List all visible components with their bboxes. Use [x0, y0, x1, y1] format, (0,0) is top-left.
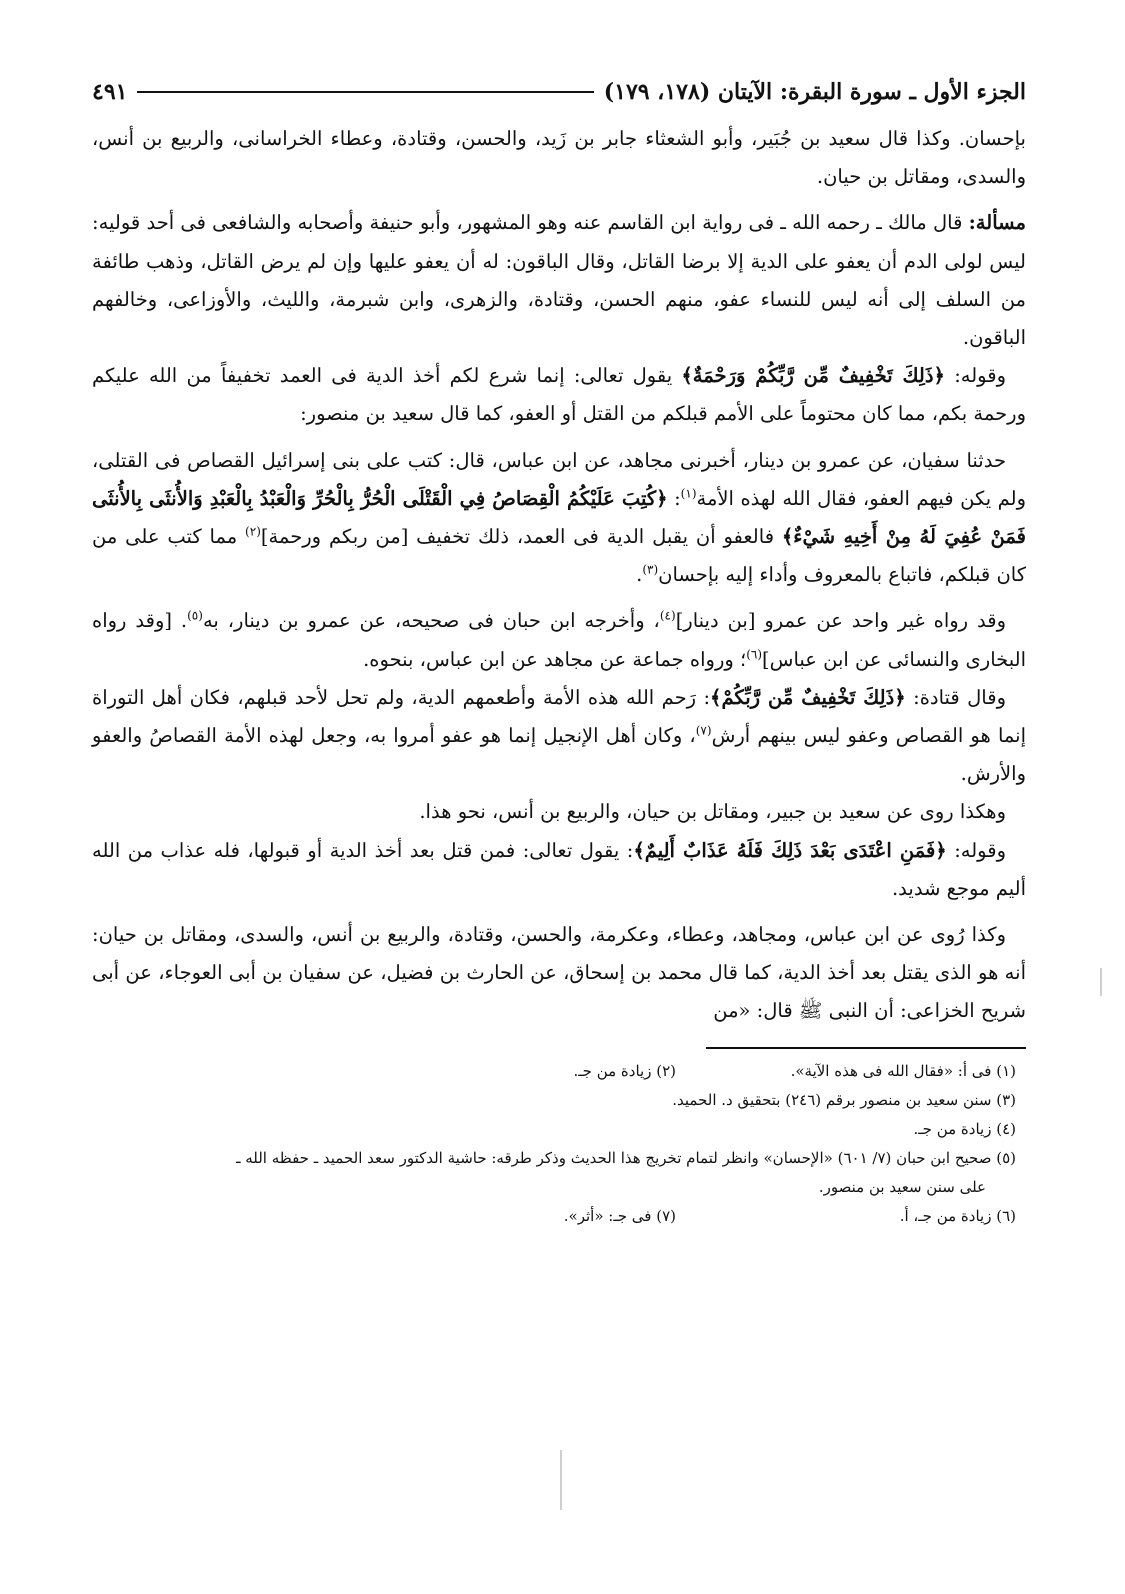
page-number: ٤٩١	[92, 79, 128, 105]
quran-verse: ﴿ذَلِكَ تَخْفِيفٌ مِّن رَّبِّكُمْ وَرَحْمَةٌ﴾	[681, 364, 945, 388]
issue-label: مسألة:	[968, 211, 1026, 235]
paragraph-7: وهكذا روى عن سعيد بن جبير، ومقاتل بن حيان، والربيع بن أنس، نحو هذا.	[419, 800, 1006, 824]
paragraph-3	[92, 357, 1026, 433]
footnote-5-continued: على سنن سعيد بن منصور.	[818, 1177, 986, 1196]
paragraph-3-text: يقول تعالى: إنما شرع لكم أخذ الدية فى العمد تخفيفاً من الله عليكم ورحمة بكم، مما كان محتوماً على الأمم قبلكم من القتل أو العفو، كما قال سعيد بن منصور:	[92, 364, 1026, 426]
paragraph-9: وكذا رُوى عن ابن عباس، ومجاهد، وعطاء، وعكرمة، والحسن، وقتادة، والربيع بن أنس، والسدى، ومقاتل بن حيان: أنه هو الذى يقتل بعد أخذ الدية، كما قال محمد بن إسحاق، عن الحارث بن فضيل، عن سفيان بن أبى العوجاء، عن أبى شريح الخزاعى: أن النبى ﷺ قال: «من	[92, 923, 1026, 1023]
footnote-3: (٣) سنن سعيد بن منصور برقم (٢٤٦) بتحقيق د. الحميد.	[672, 1090, 1016, 1109]
footnotes	[92, 1057, 1026, 1231]
footnote-ref-7: (٧)	[695, 723, 712, 738]
paragraph-4-text-e: .	[636, 563, 643, 587]
paragraph-4	[92, 442, 1026, 595]
paragraph-4-text-b: :	[667, 486, 681, 510]
paragraph-4-text-d: مما كتب على من كان قبلكم، فاتباع بالمعروف وأداء إليه بإحسان	[92, 525, 1026, 587]
footnote-ref-1: (١)	[680, 486, 697, 501]
footnote-7: (٧) فى جـ: «أثر».	[563, 1206, 676, 1225]
footnote-ref-6: (٦)	[746, 647, 763, 662]
footnote-row	[92, 1057, 1016, 1086]
paragraph-5-text-c: . [وقد رواه البخارى والنسائى عن ابن عباس]	[92, 609, 1026, 671]
paragraph-4-text-c: فالعفو أن يقبل الدية فى العمد، ذلك تخفيف [من ربكم ورحمة]	[260, 525, 782, 549]
quran-verse: ﴿فَمَنِ اعْتَدَى بَعْدَ ذَلِكَ فَلَهُ عَذَابٌ أَلِيمٌ﴾	[633, 838, 947, 862]
footnote-ref-2: (٢)	[245, 524, 261, 539]
paragraph-8-lead: وقوله:	[946, 838, 1006, 862]
scan-mark	[1100, 968, 1102, 996]
book-page	[92, 70, 1026, 1231]
scan-mark	[560, 1450, 562, 1510]
footnote-ref-5: (٥)	[187, 608, 203, 623]
paragraph-5	[92, 602, 1026, 678]
paragraph-8-text: : يقول تعالى: فمن قتل بعد أخذ الدية أو قبولها، فله عذاب من الله أليم موجع شديد.	[92, 838, 1026, 900]
paragraph-4-text-a: حدثنا سفيان، عن عمرو بن دينار، أخبرنى مجاهد، عن ابن عباس، قال: كتب على بنى إسرائيل القصاص فى القتلى، ولم يكن فيهم العفو، فقال الله لهذه الأمة	[92, 448, 1026, 510]
footnote-row	[92, 1202, 1016, 1231]
footnote-1: (١) فى أ: «فقال الله فى هذه الآية».	[790, 1061, 1016, 1080]
quran-verse: ﴿ذَلِكَ تَخْفِيفٌ مِّن رَّبِّكُمْ﴾	[710, 685, 906, 709]
paragraph-5-text-a: وقد رواه غير واحد عن عمرو [بن دينار]	[675, 609, 1006, 633]
paragraph-5-text-d: ؛ ورواه جماعة عن مجاهد عن ابن عباس، بنحوه.	[363, 647, 747, 671]
quran-verse: ﴿كُتِبَ عَلَيْكُمُ الْقِصَاصُ فِي الْقَتْلَى الْحُرُّ بِالْحُرِّ وَالْعَبْدُ بِالْعَبْدِ وَالأُنثَى بِالأُنثَى فَمَنْ عُفِيَ لَهُ مِنْ أَخِيهِ شَيْءٌ﴾	[92, 486, 1026, 549]
paragraph-6-text-c: ، وكان أهل الإنجيل إنما هو عفو أمروا به، وجعل لهذه الأمة القصاصُ والعفو والأرش.	[92, 724, 1026, 786]
paragraph-2-text: قال مالك ـ رحمه الله ـ فى رواية ابن القاسم عنه وهو المشهور، وأبو حنيفة وأصحابه والشافعى فى أحد قوليه: ليس لولى الدم أن يعفو على الدية إلا برضا القاتل، وقال الباقون: له أن يعفو عليها وإن لم يرض القاتل، وذهب طائفة من السلف إلى أنه ليس للنساء عفو، منهم الحسن، وقتادة، والزهرى، وابن شبرمة، والليث، والأوزاعى، وخالفهم الباقون.	[92, 211, 1026, 350]
header-title: الجزء الأول ـ سورة البقرة: الآيتان (١٧٨، ١٧٩)	[603, 79, 1026, 105]
paragraph-1: بإحسان. وكذا قال سعيد بن جُبَير، وأبو الشعثاء جابر بن زَيد، والحسن، وقتادة، وعطاء الخراسانى، والربيع بن أنس، والسدى، ومقاتل بن حيان.	[92, 127, 1026, 189]
paragraph-6-text-b: : رَحم الله هذه الأمة وأطعمهم الدية، ولم تحل لأحد قبلهم، فكان أهل التوراة إنما هو القصاص وعفو ليس بينهم أرش	[92, 685, 1027, 748]
paragraph-3-lead: وقوله:	[944, 364, 1006, 388]
main-text	[92, 120, 1026, 1031]
footnote-6: (٦) زيادة من جـ، أ.	[899, 1206, 1016, 1225]
running-header	[92, 70, 1026, 114]
footnote-2: (٢) زيادة من جـ.	[573, 1061, 676, 1080]
footnote-ref-4: (٤)	[659, 608, 676, 623]
paragraph-2	[92, 204, 1026, 357]
paragraph-6-lead: وقال قتادة:	[905, 685, 1006, 709]
paragraph-8	[92, 832, 1026, 908]
footnote-separator	[706, 1047, 1026, 1049]
paragraph-6	[92, 679, 1026, 794]
footnote-ref-3: (٣)	[642, 562, 659, 577]
paragraph-5-text-b: ، وأخرجه ابن حبان فى صحيحه، عن عمرو بن دينار، به	[202, 609, 660, 633]
footnote-5: (٥) صحيح ابن حبان (٧/ ٦٠١) «الإحسان» وانظر لتمام تخريج هذا الحديث وذكر طرقه: حاشية الدكتور سعد الحميد ـ حفظه الله ـ	[236, 1148, 1016, 1167]
header-rule	[137, 91, 593, 93]
footnote-4: (٤) زيادة من جـ.	[913, 1119, 1016, 1138]
